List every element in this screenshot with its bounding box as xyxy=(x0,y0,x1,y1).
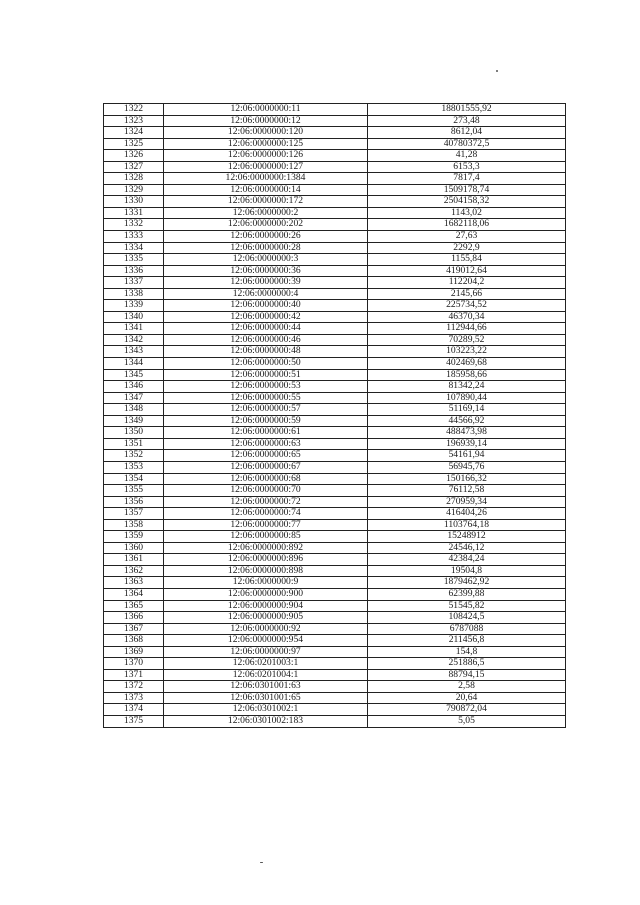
row-number-cell: 1362 xyxy=(104,565,164,577)
cadastral-value-cell: 42384,24 xyxy=(368,554,566,566)
cadastral-number-cell: 12:06:0201003:1 xyxy=(164,658,368,670)
row-number-cell: 1342 xyxy=(104,334,164,346)
table-row xyxy=(104,577,566,589)
cadastral-value-cell: 41,28 xyxy=(368,150,566,162)
table-row xyxy=(104,612,566,624)
cadastral-value-cell: 103223,22 xyxy=(368,346,566,358)
cadastral-number-cell: 12:06:0000000:61 xyxy=(164,427,368,439)
cadastral-number-cell: 12:06:0000000:68 xyxy=(164,473,368,485)
row-number-cell: 1335 xyxy=(104,254,164,266)
cadastral-number-cell: 12:06:0000000:900 xyxy=(164,588,368,600)
table-row xyxy=(104,565,566,577)
cadastral-value-cell: 20,64 xyxy=(368,692,566,704)
cadastral-value-cell: 211456,8 xyxy=(368,635,566,647)
table-row xyxy=(104,485,566,497)
cadastral-number-cell: 12:06:0000000:1384 xyxy=(164,173,368,185)
table-row xyxy=(104,207,566,219)
cadastral-value-cell: 19504,8 xyxy=(368,565,566,577)
row-number-cell: 1336 xyxy=(104,265,164,277)
cadastral-number-cell: 12:06:0301001:63 xyxy=(164,681,368,693)
table-row xyxy=(104,184,566,196)
cadastral-number-cell: 12:06:0000000:65 xyxy=(164,450,368,462)
cadastral-value-cell: 40780372,5 xyxy=(368,138,566,150)
table-row xyxy=(104,669,566,681)
cadastral-value-cell: 88794,15 xyxy=(368,669,566,681)
row-number-cell: 1341 xyxy=(104,323,164,335)
row-number-cell: 1329 xyxy=(104,184,164,196)
cadastral-number-cell: 12:06:0000000:2 xyxy=(164,207,368,219)
cadastral-value-cell: 225734,52 xyxy=(368,300,566,312)
table-row xyxy=(104,450,566,462)
table-row xyxy=(104,692,566,704)
table-row xyxy=(104,554,566,566)
cadastral-value-cell: 402469,68 xyxy=(368,358,566,370)
cadastral-number-cell: 12:06:0000000:14 xyxy=(164,184,368,196)
cadastral-value-cell: 24546,12 xyxy=(368,542,566,554)
cadastral-number-cell: 12:06:0000000:40 xyxy=(164,300,368,312)
cadastral-number-cell: 12:06:0000000:46 xyxy=(164,334,368,346)
row-number-cell: 1355 xyxy=(104,485,164,497)
cadastral-number-cell: 12:06:0000000:72 xyxy=(164,496,368,508)
cadastral-value-cell: 107890,44 xyxy=(368,392,566,404)
cadastral-value-cell: 1879462,92 xyxy=(368,577,566,589)
table-row xyxy=(104,415,566,427)
cadastral-number-cell: 12:06:0000000:125 xyxy=(164,138,368,150)
table-body xyxy=(104,104,566,728)
cadastral-value-cell: 112204,2 xyxy=(368,277,566,289)
table-row xyxy=(104,404,566,416)
row-number-cell: 1348 xyxy=(104,404,164,416)
cadastral-number-cell: 12:06:0000000:50 xyxy=(164,358,368,370)
cadastral-number-cell: 12:06:0000000:36 xyxy=(164,265,368,277)
row-number-cell: 1363 xyxy=(104,577,164,589)
row-number-cell: 1334 xyxy=(104,242,164,254)
cadastral-number-cell: 12:06:0000000:55 xyxy=(164,392,368,404)
row-number-cell: 1374 xyxy=(104,704,164,716)
cadastral-number-cell: 12:06:0000000:57 xyxy=(164,404,368,416)
table-row xyxy=(104,323,566,335)
cadastral-value-cell: 8612,04 xyxy=(368,127,566,139)
cadastral-value-cell: 196939,14 xyxy=(368,438,566,450)
table-row xyxy=(104,300,566,312)
cadastral-value-cell: 7817,4 xyxy=(368,173,566,185)
table-row xyxy=(104,461,566,473)
table-row xyxy=(104,427,566,439)
table-row xyxy=(104,150,566,162)
table-row xyxy=(104,173,566,185)
cadastral-value-cell: 488473,98 xyxy=(368,427,566,439)
cadastral-value-cell: 51169,14 xyxy=(368,404,566,416)
cadastral-number-cell: 12:06:0000000:26 xyxy=(164,231,368,243)
row-number-cell: 1359 xyxy=(104,531,164,543)
row-number-cell: 1324 xyxy=(104,127,164,139)
table-row xyxy=(104,635,566,647)
row-number-cell: 1375 xyxy=(104,715,164,727)
table-row xyxy=(104,508,566,520)
cadastral-value-cell: 6787088 xyxy=(368,623,566,635)
row-number-cell: 1328 xyxy=(104,173,164,185)
table-row xyxy=(104,219,566,231)
cadastral-value-cell: 1682118,06 xyxy=(368,219,566,231)
table-row xyxy=(104,242,566,254)
cadastral-number-cell: 12:06:0000000:905 xyxy=(164,612,368,624)
cadastral-value-cell: 790872,04 xyxy=(368,704,566,716)
cadastral-number-cell: 12:06:0000000:904 xyxy=(164,600,368,612)
table-row xyxy=(104,392,566,404)
cadastral-number-cell: 12:06:0000000:63 xyxy=(164,438,368,450)
row-number-cell: 1331 xyxy=(104,207,164,219)
table-row xyxy=(104,369,566,381)
cadastral-value-cell: 44566,92 xyxy=(368,415,566,427)
cadastral-number-cell: 12:06:0000000:48 xyxy=(164,346,368,358)
cadastral-value-cell: 54161,94 xyxy=(368,450,566,462)
table-row xyxy=(104,519,566,531)
cadastral-number-cell: 12:06:0000000:9 xyxy=(164,577,368,589)
table-row xyxy=(104,346,566,358)
cadastral-number-cell: 12:06:0301002:1 xyxy=(164,704,368,716)
cadastral-number-cell: 12:06:0000000:3 xyxy=(164,254,368,266)
cadastral-value-cell: 70289,52 xyxy=(368,334,566,346)
cadastral-value-cell: 1509178,74 xyxy=(368,184,566,196)
table-row xyxy=(104,334,566,346)
table-row xyxy=(104,138,566,150)
cadastral-value-cell: 154,8 xyxy=(368,646,566,658)
row-number-cell: 1330 xyxy=(104,196,164,208)
cadastral-value-cell: 185958,66 xyxy=(368,369,566,381)
row-number-cell: 1332 xyxy=(104,219,164,231)
cadastral-number-cell: 12:06:0000000:12 xyxy=(164,115,368,127)
cadastral-number-cell: 12:06:0000000:954 xyxy=(164,635,368,647)
table-row xyxy=(104,288,566,300)
table-row xyxy=(104,496,566,508)
cadastral-number-cell: 12:06:0000000:77 xyxy=(164,519,368,531)
cadastral-value-cell: 2,58 xyxy=(368,681,566,693)
cadastral-number-cell: 12:06:0000000:172 xyxy=(164,196,368,208)
cadastral-number-cell: 12:06:0000000:42 xyxy=(164,311,368,323)
cadastral-value-table xyxy=(103,103,566,728)
cadastral-number-cell: 12:06:0000000:51 xyxy=(164,369,368,381)
cadastral-number-cell: 12:06:0000000:74 xyxy=(164,508,368,520)
row-number-cell: 1354 xyxy=(104,473,164,485)
row-number-cell: 1364 xyxy=(104,588,164,600)
table-row xyxy=(104,254,566,266)
cadastral-number-cell: 12:06:0000000:28 xyxy=(164,242,368,254)
row-number-cell: 1346 xyxy=(104,381,164,393)
row-number-cell: 1347 xyxy=(104,392,164,404)
table-row xyxy=(104,438,566,450)
cadastral-number-cell: 12:06:0000000:85 xyxy=(164,531,368,543)
cadastral-number-cell: 12:06:0000000:97 xyxy=(164,646,368,658)
row-number-cell: 1344 xyxy=(104,358,164,370)
cadastral-value-cell: 1143,02 xyxy=(368,207,566,219)
row-number-cell: 1322 xyxy=(104,104,164,116)
table-row xyxy=(104,531,566,543)
row-number-cell: 1333 xyxy=(104,231,164,243)
table-row xyxy=(104,542,566,554)
cadastral-value-cell: 62399,88 xyxy=(368,588,566,600)
table-row xyxy=(104,358,566,370)
cadastral-number-cell: 12:06:0000000:59 xyxy=(164,415,368,427)
cadastral-value-cell: 251886,5 xyxy=(368,658,566,670)
cadastral-value-cell: 6153,3 xyxy=(368,161,566,173)
row-number-cell: 1367 xyxy=(104,623,164,635)
table-row xyxy=(104,127,566,139)
table-row xyxy=(104,277,566,289)
table-row xyxy=(104,311,566,323)
row-number-cell: 1351 xyxy=(104,438,164,450)
row-number-cell: 1372 xyxy=(104,681,164,693)
cadastral-value-cell: 27,63 xyxy=(368,231,566,243)
cadastral-value-cell: 18801555,92 xyxy=(368,104,566,116)
cadastral-value-cell: 270959,34 xyxy=(368,496,566,508)
table-row xyxy=(104,265,566,277)
cadastral-value-cell: 2292,9 xyxy=(368,242,566,254)
cadastral-value-cell: 5,05 xyxy=(368,715,566,727)
cadastral-number-cell: 12:06:0000000:39 xyxy=(164,277,368,289)
row-number-cell: 1369 xyxy=(104,646,164,658)
cadastral-value-cell: 1155,84 xyxy=(368,254,566,266)
row-number-cell: 1325 xyxy=(104,138,164,150)
row-number-cell: 1350 xyxy=(104,427,164,439)
table-row xyxy=(104,473,566,485)
cadastral-number-cell: 12:06:0000000:202 xyxy=(164,219,368,231)
cadastral-number-cell: 12:06:0000000:92 xyxy=(164,623,368,635)
row-number-cell: 1365 xyxy=(104,600,164,612)
row-number-cell: 1337 xyxy=(104,277,164,289)
row-number-cell: 1360 xyxy=(104,542,164,554)
row-number-cell: 1356 xyxy=(104,496,164,508)
table-row xyxy=(104,115,566,127)
table-row xyxy=(104,231,566,243)
cadastral-value-cell: 51545,82 xyxy=(368,600,566,612)
cadastral-value-cell: 419012,64 xyxy=(368,265,566,277)
row-number-cell: 1343 xyxy=(104,346,164,358)
scan-mark xyxy=(496,70,498,72)
row-number-cell: 1349 xyxy=(104,415,164,427)
row-number-cell: 1339 xyxy=(104,300,164,312)
scan-mark xyxy=(260,862,263,863)
cadastral-number-cell: 12:06:0000000:53 xyxy=(164,381,368,393)
table-row xyxy=(104,104,566,116)
cadastral-value-cell: 15248912 xyxy=(368,531,566,543)
table-row xyxy=(104,704,566,716)
table-row xyxy=(104,161,566,173)
table-row xyxy=(104,600,566,612)
cadastral-value-cell: 81342,24 xyxy=(368,381,566,393)
table-row xyxy=(104,588,566,600)
cadastral-number-cell: 12:06:0201004:1 xyxy=(164,669,368,681)
cadastral-number-cell: 12:06:0000000:892 xyxy=(164,542,368,554)
table-row xyxy=(104,381,566,393)
cadastral-value-cell: 416404,26 xyxy=(368,508,566,520)
row-number-cell: 1361 xyxy=(104,554,164,566)
cadastral-value-cell: 108424,5 xyxy=(368,612,566,624)
cadastral-number-cell: 12:06:0000000:898 xyxy=(164,565,368,577)
row-number-cell: 1371 xyxy=(104,669,164,681)
cadastral-number-cell: 12:06:0000000:126 xyxy=(164,150,368,162)
row-number-cell: 1340 xyxy=(104,311,164,323)
row-number-cell: 1327 xyxy=(104,161,164,173)
cadastral-number-cell: 12:06:0000000:70 xyxy=(164,485,368,497)
cadastral-number-cell: 12:06:0301002:183 xyxy=(164,715,368,727)
cadastral-number-cell: 12:06:0000000:127 xyxy=(164,161,368,173)
cadastral-value-cell: 2504158,32 xyxy=(368,196,566,208)
cadastral-number-cell: 12:06:0000000:11 xyxy=(164,104,368,116)
cadastral-number-cell: 12:06:0000000:67 xyxy=(164,461,368,473)
row-number-cell: 1370 xyxy=(104,658,164,670)
cadastral-number-cell: 12:06:0301001:65 xyxy=(164,692,368,704)
row-number-cell: 1352 xyxy=(104,450,164,462)
table-row xyxy=(104,646,566,658)
table-row xyxy=(104,196,566,208)
table-row xyxy=(104,658,566,670)
cadastral-value-cell: 56945,76 xyxy=(368,461,566,473)
cadastral-value-cell: 46370,34 xyxy=(368,311,566,323)
cadastral-value-cell: 1103764,18 xyxy=(368,519,566,531)
table-row xyxy=(104,623,566,635)
table-row xyxy=(104,681,566,693)
row-number-cell: 1358 xyxy=(104,519,164,531)
cadastral-value-cell: 112944,66 xyxy=(368,323,566,335)
cadastral-value-cell: 150166,32 xyxy=(368,473,566,485)
cadastral-number-cell: 12:06:0000000:120 xyxy=(164,127,368,139)
row-number-cell: 1326 xyxy=(104,150,164,162)
row-number-cell: 1373 xyxy=(104,692,164,704)
cadastral-value-cell: 273,48 xyxy=(368,115,566,127)
row-number-cell: 1323 xyxy=(104,115,164,127)
row-number-cell: 1353 xyxy=(104,461,164,473)
row-number-cell: 1357 xyxy=(104,508,164,520)
cadastral-number-cell: 12:06:0000000:4 xyxy=(164,288,368,300)
cadastral-number-cell: 12:06:0000000:896 xyxy=(164,554,368,566)
table-row xyxy=(104,715,566,727)
row-number-cell: 1345 xyxy=(104,369,164,381)
row-number-cell: 1368 xyxy=(104,635,164,647)
cadastral-value-cell: 76112,58 xyxy=(368,485,566,497)
row-number-cell: 1366 xyxy=(104,612,164,624)
row-number-cell: 1338 xyxy=(104,288,164,300)
cadastral-number-cell: 12:06:0000000:44 xyxy=(164,323,368,335)
cadastral-value-cell: 2145,66 xyxy=(368,288,566,300)
